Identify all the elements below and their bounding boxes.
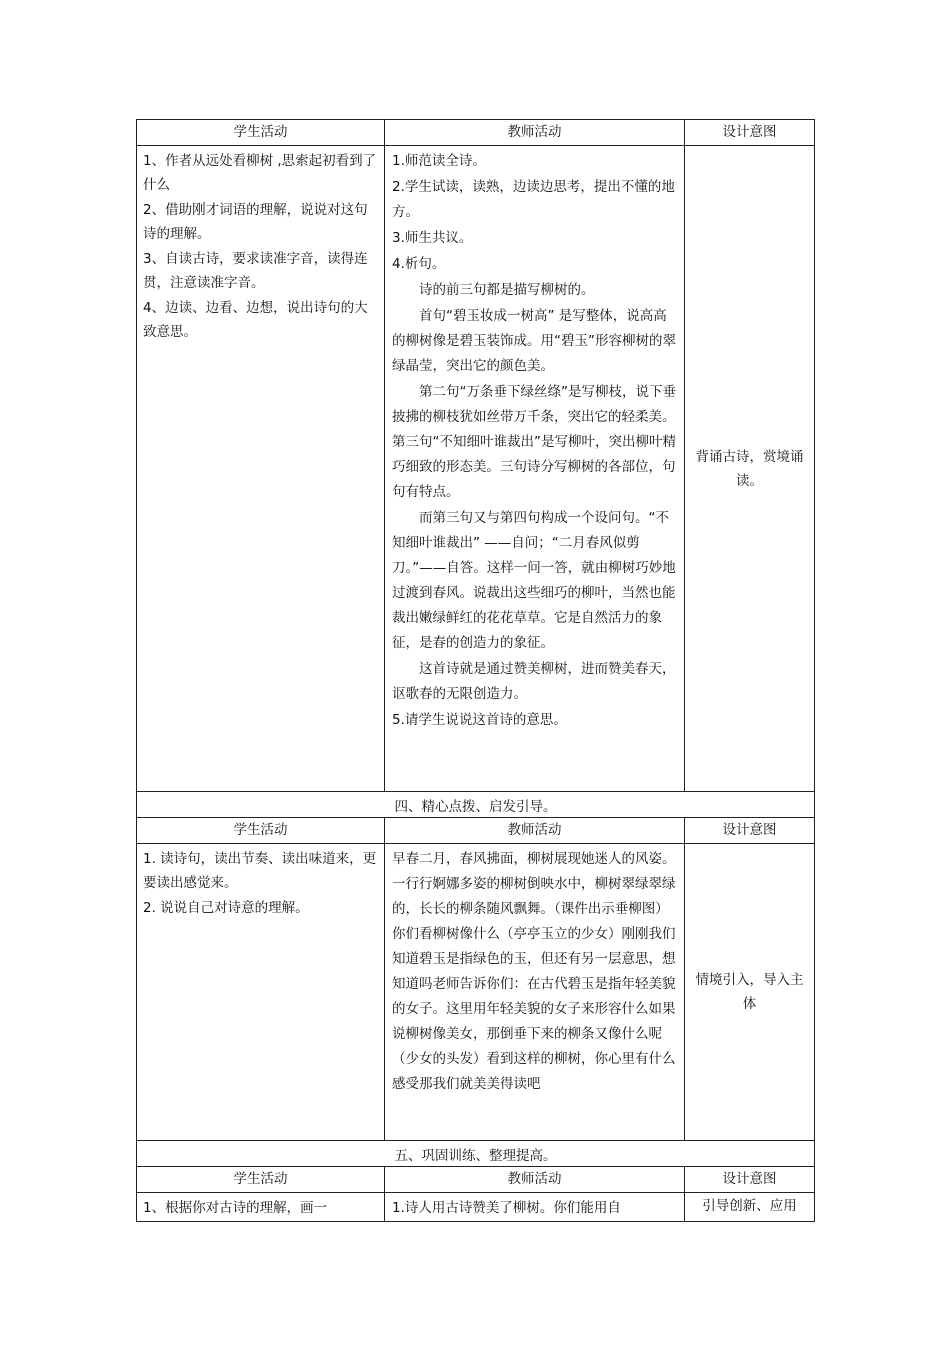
header-intent: 设计意图 [685,120,815,146]
lesson-plan-table [136,119,815,1222]
content-row-2 [137,844,815,1141]
section-title: 五、巩固训练、整理提高。 [137,1141,815,1167]
design-intent-cell: 引导创新、应用 [685,1193,815,1222]
teacher-item: 3.师生共议。 [392,230,473,246]
section-title: 四、精心点拨、启发引导。 [137,792,815,818]
header-row [137,818,815,844]
teacher-paragraph: 第二句“万条垂下绿丝绦”是写柳枝，说下垂披拂的柳枝犹如丝带万千条，突出它的轻柔美。第三句“不知细叶谁裁出”是写柳叶，突出柳叶精巧细致的形态美。三句诗分写柳树的各部位，句句有特点。 [392,384,676,500]
student-activity-cell [137,146,385,792]
teacher-item: 1.师范读全诗。 [392,153,486,169]
student-item: 4、边读、边看、边想，说出诗句的大致意思。 [143,300,368,340]
section-row-4 [137,792,815,818]
teacher-activity-cell [385,844,685,1141]
student-item: 2. 说说自己对诗意的理解。 [143,900,309,916]
header-student: 学生活动 [137,120,385,146]
header-teacher: 教师活动 [385,1167,685,1193]
teacher-activity-cell: 1.诗人用古诗赞美了柳树。你们能用自 [385,1193,685,1222]
student-item: 2、借助刚才词语的理解，说说对这句诗的理解。 [143,202,368,242]
header-row [137,1167,815,1193]
header-student: 学生活动 [137,1167,385,1193]
header-intent: 设计意图 [685,818,815,844]
content-row-3 [137,1193,815,1222]
teacher-paragraph: 首句“碧玉妆成一树高” 是写整体，说高高的柳树像是碧玉装饰成。用“碧玉”形容柳树的翠绿晶莹，突出它的颜色美。 [392,308,676,374]
student-item: 1、作者从远处看柳树 ,思索起初看到了什么 [143,153,377,193]
header-student: 学生活动 [137,818,385,844]
student-item: 1. 读诗句，读出节奏、读出味道来，更要读出感觉来。 [143,851,377,891]
header-intent: 设计意图 [685,1167,815,1193]
content-row-1 [137,146,815,792]
student-activity-cell: 1、根据你对古诗的理解，画一 [137,1193,385,1222]
header-teacher: 教师活动 [385,818,685,844]
teacher-paragraph: 早春二月，春风拂面，柳树展现她迷人的风姿。一行行婀娜多姿的柳树倒映水中，柳树翠绿翠绿的，长长的柳条随风飘舞。（课件出示垂柳图）你们看柳树像什么（亭亭玉立的少女）刚刚我们知道碧玉是指绿色的玉，但还有另一层意思，想知道吗老师告诉你们：在古代碧玉是指年轻美貌的女子。这里用年轻美貌的女子来形容什么如果说柳树像美女，那倒垂下来的柳条又像什么呢（少女的头发）看到这样的柳树，你心里有什么感受那我们就美美得读吧 [392,851,676,1092]
header-row [137,120,815,146]
student-activity-cell [137,844,385,1141]
teacher-item: 2.学生试读，读熟，边读边思考，提出不懂的地方。 [392,179,675,220]
design-intent-cell: 情境引入，导入主体 [685,844,815,1141]
student-item: 3、自读古诗，要求读准字音，读得连贯，注意读准字音。 [143,251,368,291]
header-teacher: 教师活动 [385,120,685,146]
design-intent-cell: 背诵古诗，赏境诵读。 [685,146,815,792]
teacher-paragraph: 这首诗就是通过赞美柳树，进而赞美春天，讴歌春的无限创造力。 [392,661,676,702]
teacher-paragraph: 而第三句又与第四句构成一个设问句。“不知细叶谁裁出” ——自问；“二月春风似剪刀。”——自答。这样一问一答，就由柳树巧妙地过渡到春风。说裁出这些细巧的柳叶，当然也能裁出嫩绿鲜红的花花草草。它是自然活力的象征，是春的创造力的象征。 [392,510,676,651]
teacher-paragraph: 诗的前三句都是描写柳树的。 [419,282,595,298]
teacher-item: 5.请学生说说这首诗的意思。 [392,712,567,728]
teacher-activity-cell [385,146,685,792]
section-row-5 [137,1141,815,1167]
teacher-item: 4.析句。 [392,256,446,272]
